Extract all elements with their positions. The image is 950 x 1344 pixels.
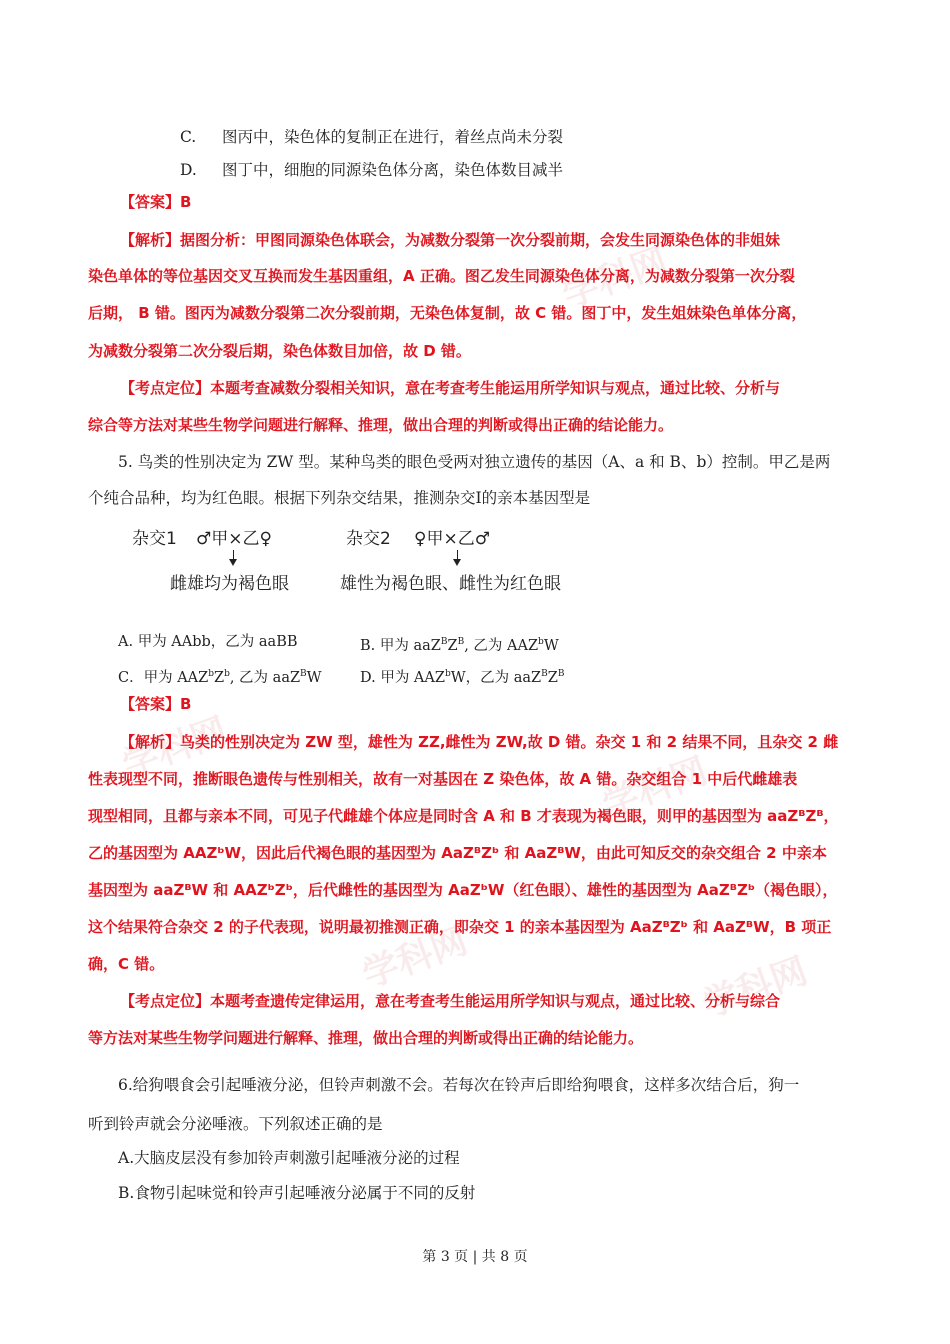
q5-option-b-text: B. 甲为 aaZ <box>360 638 441 654</box>
q5-option-b-text: , 乙为 AAZ <box>464 638 539 654</box>
superscript: B <box>457 637 465 647</box>
q5-option-c-text: , 乙为 aaZ <box>229 670 301 686</box>
watermark: 学科网 <box>557 240 673 317</box>
q5-option-d-text: D. 甲为 AAZ <box>360 670 445 686</box>
superscript: b <box>444 669 451 679</box>
q5-answer: 【答案】B <box>120 695 192 713</box>
q4-kaodian-line: 【考点定位】本题考查减数分裂相关知识，意在考查考生能运用所学知识与观点，通过比较、分析与 <box>120 379 781 397</box>
cross2-parents: ♀甲×乙♂ <box>414 529 490 549</box>
q5-option-c-text: W <box>306 670 322 686</box>
page-footer: 第 3 页 | 共 8 页 <box>422 1249 528 1265</box>
watermark: 学科网 <box>117 710 233 787</box>
cross1-label: 杂交1 <box>132 529 177 549</box>
q4-option-c-label: C. <box>180 128 197 146</box>
q4-analysis-line: 为减数分裂第二次分裂后期，染色体数目加倍，故 D 错。 <box>88 342 471 360</box>
cross2-arrowhead <box>453 559 461 566</box>
q5-option-d <box>360 663 564 689</box>
q4-answer: 【答案】B <box>120 193 192 211</box>
q4-option-d-text: 图丁中，细胞的同源染色体分离，染色体数目减半 <box>222 161 564 179</box>
q5-kaodian-line: 【考点定位】本题考查遗传定律运用，意在考查考生能运用所学知识与观点，通过比较、分析与综合 <box>120 992 781 1010</box>
watermark: 学科网 <box>697 950 813 1027</box>
q5-option-b <box>360 631 559 657</box>
q5-option-d-text: W，乙为 aaZ <box>450 670 542 686</box>
q5-analysis-line: 现型相同，且都与亲本不同，可见子代雌雄个体应是同时含 A 和 B 才表现为褐色眼，则甲的基因型为 aaZᴮZᴮ， <box>88 807 839 825</box>
watermark: 学科网 <box>597 750 713 827</box>
q5-analysis-line: 这个结果符合杂交 2 的子代表现，说明最初推测正确，即杂交 1 的亲本基因型为 AaZᴮZᵇ 和 AaZᴮW，B 项正 <box>88 918 832 936</box>
q4-kaodian-line: 综合等方法对某些生物学问题进行解释、推理，做出合理的判断或得出正确的结论能力。 <box>88 416 674 434</box>
cross1-result: 雌雄均为褐色眼 <box>170 574 289 594</box>
q5-option-b-text: Z <box>447 638 458 654</box>
q6-stem-line: 听到铃声就会分泌唾液。下列叙述正确的是 <box>88 1115 383 1133</box>
cross1-arrowhead <box>229 559 237 566</box>
q5-option-a: A. 甲为 AAbb，乙为 aaBB <box>118 634 298 650</box>
q5-option-c-text: Z <box>214 670 225 686</box>
q6-option-a: A.大脑皮层没有参加铃声刺激引起唾液分泌的过程 <box>118 1149 460 1167</box>
superscript: B <box>440 637 448 647</box>
q5-option-c-text: C．甲为 AAZ <box>118 670 209 686</box>
q4-option-d <box>180 159 563 181</box>
superscript: b <box>208 669 214 679</box>
q5-option-d-text: Z <box>547 670 558 686</box>
superscript: B <box>300 669 307 679</box>
superscript: b <box>224 669 230 679</box>
superscript: b <box>538 637 544 647</box>
q5-analysis-line: 确，C 错。 <box>88 955 165 973</box>
q4-option-d-label: D. <box>180 161 197 179</box>
watermark: 学科网 <box>357 920 473 997</box>
cross2-result: 雄性为褐色眼、雌性为红色眼 <box>340 574 561 594</box>
q5-option-b-text: W <box>543 638 559 654</box>
q5-kaodian-line: 等方法对某些生物学问题进行解释、推理，做出合理的判断或得出正确的结论能力。 <box>88 1029 644 1047</box>
q5-analysis-line: 基因型为 aaZᴮW 和 AAZᵇZᵇ，后代雌性的基因型为 AaZᵇW（红色眼）、雄性的基因型为 AaZᴮZᵇ（褐色眼）， <box>88 881 838 899</box>
q4-analysis-line: 染色单体的等位基因交叉互换而发生基因重组，A 正确。图乙发生同源染色体分离，为减数分裂第一次分裂 <box>88 267 795 285</box>
superscript: B <box>541 669 548 679</box>
superscript: B <box>557 669 565 679</box>
q6-option-b: B.食物引起味觉和铃声引起唾液分泌属于不同的反射 <box>118 1184 476 1202</box>
cross2-label: 杂交2 <box>346 529 391 549</box>
q4-option-c-text: 图丙中，染色体的复制正在进行，着丝点尚未分裂 <box>222 128 564 146</box>
q4-analysis-line: 【解析】据图分析：甲图同源染色体联会，为减数分裂第一次分裂前期，会发生同源染色体的非姐妹 <box>120 231 781 249</box>
q5-stem-line: 个纯合品种，均为红色眼。根据下列杂交结果，推测杂交Ⅰ的亲本基因型是 <box>88 489 591 507</box>
q5-analysis-line: 乙的基因型为 AAZᵇW，因此后代褐色眼的基因型为 AaZᴮZᵇ 和 AaZᴮW，由此可知反交的杂交组合 2 中亲本 <box>88 844 827 862</box>
q6-stem-line: 6.给狗喂食会引起唾液分泌，但铃声刺激不会。若每次在铃声后即给狗喂食，这样多次结合后，狗一 <box>118 1076 800 1094</box>
q5-analysis-line: 【解析】鸟类的性别决定为 ZW 型，雄性为 ZZ,雌性为 ZW,故 D 错。杂交 1 和 2 结果不同，且杂交 2 雌 <box>120 733 839 751</box>
q5-analysis-line: 性表现型不同，推断眼色遗传与性别相关，故有一对基因在 Z 染色体，故 A 错。杂交组合 1 中后代雌雄表 <box>88 770 798 788</box>
q5-option-c <box>118 663 322 689</box>
q5-stem-line: 5. 鸟类的性别决定为 ZW 型。某种鸟类的眼色受两对独立遗传的基因（A、a 和 B、b）控制。甲乙是两 <box>118 453 831 471</box>
cross1-parents: ♂甲×乙♀ <box>196 529 272 549</box>
q4-option-c <box>180 126 563 148</box>
q4-analysis-line: 后期， B 错。图丙为减数分裂第二次分裂前期，无染色体复制，故 C 错。图丁中，发生姐妹染色单体分离， <box>88 304 807 322</box>
